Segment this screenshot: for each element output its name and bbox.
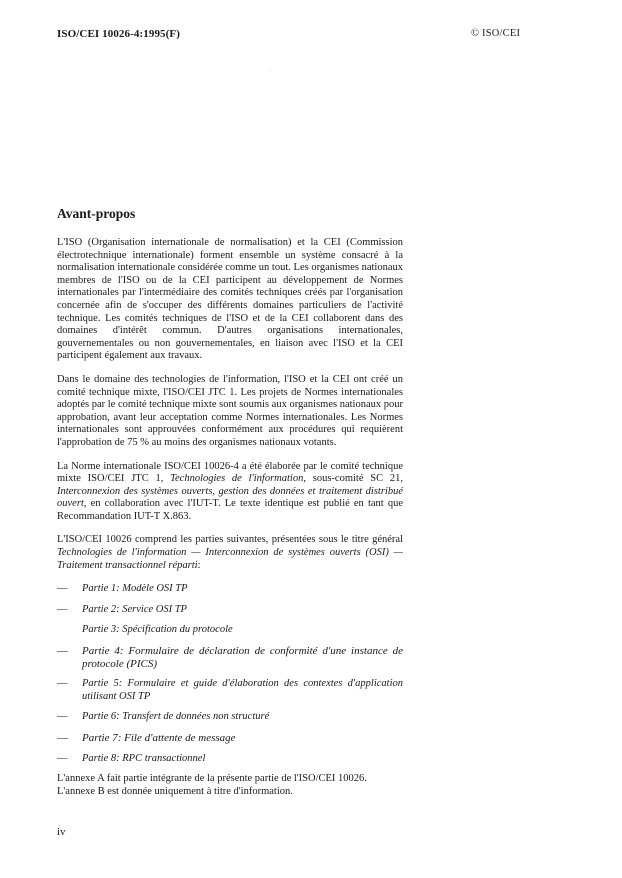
list-item (57, 678, 403, 703)
list-item (57, 624, 403, 637)
scan-speck (270, 70, 271, 71)
text-run-italic: Interconnexion des systèmes ouverts, gestion des données et traitement distribué ouvert (57, 485, 403, 510)
copyright-notice: © ISO/CEI (471, 28, 521, 39)
list-item-text: Partie 7: File d'attente de message (82, 732, 236, 744)
annex-b-line: L'annexe B est donnée uniquement à titre d'information. (57, 785, 293, 797)
document-body (57, 237, 403, 798)
list-item-text: Partie 1: Modèle OSI TP (82, 583, 188, 595)
dash-marker: — (57, 645, 68, 658)
list-item (57, 732, 403, 745)
dash-marker: — (57, 711, 68, 723)
text-run-italic: Technologies de l'information — Interconnexion de systèmes ouverts (OSI) — Traitement transactionnel réparti (57, 547, 403, 571)
paragraph-jtc1: Dans le domaine des technologies de l'information, l'ISO et la CEI ont créé un comité technique mixte, l'ISO/CEI JTC 1. Les projets de Normes internationales adoptés par le comité technique mixte sont soumis aux organismes nationaux pour approbation, avant leur acceptation comme Normes internationales. Les Normes internationales sont approuvées conformément aux procédures qui requièrent l'approbation de 75 % au moins des organismes nationaux votants. (57, 373, 403, 448)
list-item (57, 604, 403, 617)
closing-paragraph (57, 773, 403, 798)
dash-marker: — (57, 678, 68, 690)
list-item-text: Partie 4: Formulaire de déclaration de conformité d'une instance de protocole (PICS) (82, 645, 403, 670)
text-run: , en collaboration avec l'IUT-T. Le texte identique est publié en tant que Recommandation IUT-T X.863. (57, 498, 403, 522)
list-item (57, 753, 403, 766)
paragraph-elaboration (57, 461, 403, 524)
dash-marker: — (57, 732, 68, 744)
dash-marker: — (57, 583, 68, 595)
text-run: : (197, 559, 201, 571)
text-run: L'ISO/CEI 10026 comprend les parties suivantes, présentées sous le titre général (57, 534, 403, 546)
parts-list (57, 583, 403, 765)
list-item (57, 583, 403, 596)
list-item (57, 711, 403, 724)
list-item (57, 645, 403, 670)
paragraph-parts-intro (57, 534, 403, 572)
text-run-italic: Technologies de l'information (170, 473, 304, 485)
dash-marker: — (57, 752, 68, 764)
dash-marker: — (57, 603, 68, 615)
section-title: Avant-propos (57, 206, 136, 221)
text-run: , sous-comité SC 21, (303, 473, 403, 485)
paragraph-iso-cei: L'ISO (Organisation internationale de normalisation) et la CEI (Commission électrotechnique internationale) forment ensemble un système consacré à la normalisation internationale considérée comme un tout. Les organismes nationaux membres de l'ISO ou de la CEI participent au développement de Normes internationales par l'intermédiaire des comités techniques créés par l'organisation concernée afin de s'occuper des différents domaines particuliers de l'activité technique. Les comités techniques de l'ISO et de la CEI collaborent dans des domaines d'intérêt commun. D'autres organisations internationales, gouvernementales ou non gouvernementales, en liaison avec l'ISO et la CEI participent également aux travaux. (57, 237, 403, 362)
page-number: iv (57, 826, 66, 838)
list-item-text: Partie 6: Transfert de données non structuré (82, 711, 270, 723)
list-item-text: Partie 5: Formulaire et guide d'élaboration des contextes d'application utilisant OSI TP (82, 678, 403, 702)
list-item-text: Partie 3: Spécification du protocole (82, 624, 233, 636)
list-item-text: Partie 8: RPC transactionnel (82, 752, 206, 764)
annex-a-line: L'annexe A fait partie intégrante de la présente partie de l'ISO/CEI 10026. (57, 773, 367, 785)
standard-id: ISO/CEI 10026-4:1995(F) (57, 28, 180, 40)
list-item-text: Partie 2: Service OSI TP (82, 603, 187, 615)
text-run: La Norme internationale ISO/CEI 10026-4 a été élaborée par le comité technique mixte ISO/CEI JTC 1, (57, 460, 403, 485)
